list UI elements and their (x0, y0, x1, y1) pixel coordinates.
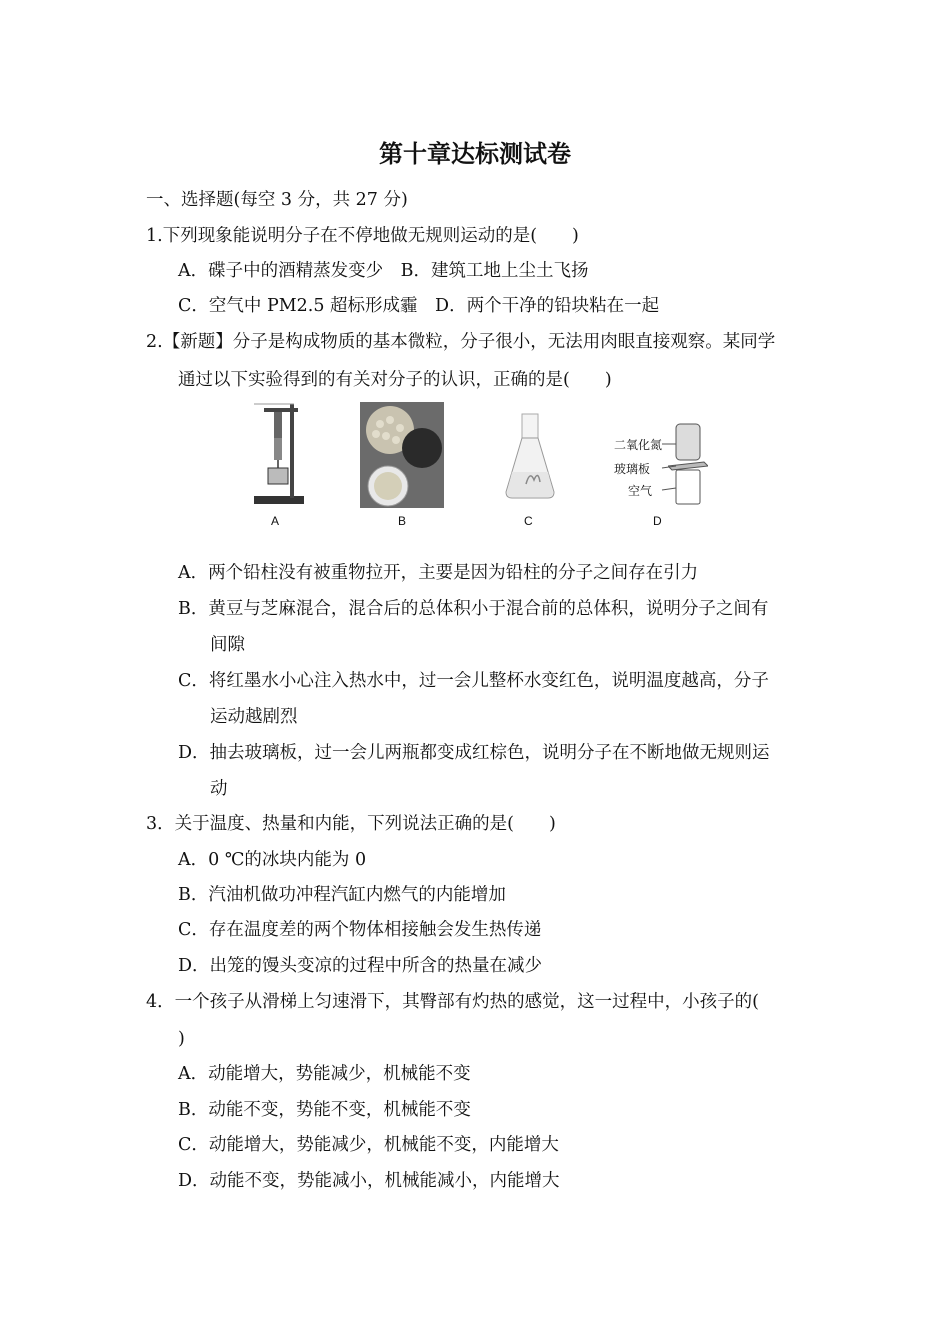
page-title: 第十章达标测试卷 (379, 140, 571, 168)
figure-d-label-glass-plate: 玻璃板 (614, 462, 651, 476)
q2-option-d-line1: D．抽去玻璃板，过一会儿两瓶都变成红棕色，说明分子在不断地做无规则运 (178, 743, 770, 763)
q4-stem-line2: ) (178, 1029, 185, 1049)
q2-stem-line2: 通过以下实验得到的有关对分子的认识，正确的是( ) (178, 370, 612, 390)
q3-option-a: A．0 ℃的冰块内能为 0 (178, 850, 367, 870)
figure-d-label-nitrogen-dioxide: 二氧化氮 (614, 438, 663, 452)
q2-figures (240, 400, 720, 530)
q3-option-d: D．出笼的馒头变凉的过程中所含的热量在减少 (178, 956, 543, 976)
figure-a-label: A (271, 514, 280, 528)
q2-option-a: A．两个铅柱没有被重物拉开，主要是因为铅柱的分子之间存在引力 (178, 563, 699, 583)
figure-b-label: B (398, 514, 407, 528)
q3-stem: 3．关于温度、热量和内能，下列说法正确的是( ) (146, 814, 556, 834)
figure-c-label: C (524, 514, 533, 528)
q4-option-c: C．动能增大，势能减少，机械能不变，内能增大 (178, 1135, 559, 1155)
q1-options-cd: C．空气中 PM2.5 超标形成霾 D．两个干净的铅块粘在一起 (178, 296, 660, 316)
q1-stem: 1.下列现象能说明分子在不停地做无规则运动的是( ) (146, 226, 579, 246)
figure-d-pointers (640, 440, 680, 492)
q2-option-b-line2: 间隙 (210, 635, 245, 655)
figure-c-flask (502, 412, 558, 500)
q3-option-c: C．存在温度差的两个物体相接触会发生热传递 (178, 920, 542, 940)
q4-option-d: D．动能不变，势能减小，机械能减小，内能增大 (178, 1171, 560, 1191)
section-heading: 一、选择题(每空 3 分，共 27 分) (146, 190, 408, 210)
q4-option-a: A．动能增大，势能减少，机械能不变 (178, 1064, 471, 1084)
figure-a-lead-cylinders (250, 400, 310, 506)
q2-stem-line1: 2.【新题】分子是构成物质的基本微粒，分子很小，无法用肉眼直接观察。某同学 (146, 332, 776, 352)
q2-option-b-line1: B．黄豆与芝麻混合，混合后的总体积小于混合前的总体积，说明分子之间有 (178, 599, 769, 619)
q2-option-d-line2: 动 (210, 779, 228, 799)
figure-d-label: D (653, 514, 662, 528)
figure-d-label-air: 空气 (628, 484, 653, 498)
q3-option-b: B．汽油机做功冲程汽缸内燃气的内能增加 (178, 885, 506, 905)
q2-option-c-line2: 运动越剧烈 (210, 707, 298, 727)
q4-option-b: B．动能不变，势能不变，机械能不变 (178, 1100, 471, 1120)
q1-options-ab: A．碟子中的酒精蒸发变少 B．建筑工地上尘土飞扬 (178, 261, 589, 281)
figure-b-beans-sesame (360, 402, 444, 508)
q4-stem-line1: 4．一个孩子从滑梯上匀速滑下，其臀部有灼热的感觉，这一过程中，小孩子的( (146, 992, 759, 1012)
q2-option-c-line1: C．将红墨水小心注入热水中，过一会儿整杯水变红色，说明温度越高，分子 (178, 671, 769, 691)
